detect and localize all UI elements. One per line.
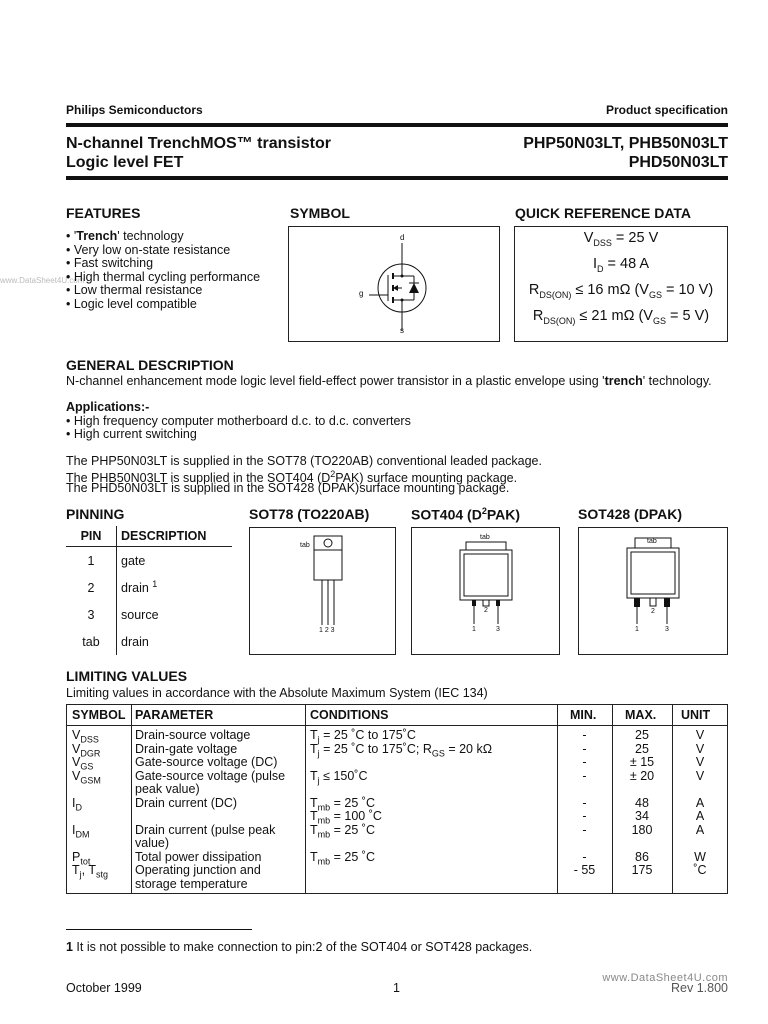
feature-item: • Fast switching — [66, 256, 154, 270]
tab-label: tab — [480, 534, 490, 541]
pinning-heading: PINNING — [66, 506, 125, 522]
table-row: $I_D$ — [72, 795, 82, 812]
limiting-heading: LIMITING VALUES — [66, 668, 188, 684]
tab-label: tab — [300, 542, 310, 549]
pin-1-label: 1 — [635, 626, 639, 633]
table-row: $T_j$, $T_{stg}$ — [72, 863, 109, 880]
page-number: 1 — [393, 981, 400, 995]
d2pak-package-icon — [412, 528, 559, 654]
table-row: 2 drain $^1$ — [66, 574, 232, 601]
feature-item: • High thermal cycling performance — [66, 269, 261, 284]
company-name: Philips Semiconductors — [66, 103, 203, 117]
doc-type: Product specification — [605, 103, 728, 117]
sot404-drawing — [411, 527, 560, 655]
part-numbers-2: PHD50N03LT — [628, 154, 728, 171]
table-row: $V_{GS}$ — [72, 755, 94, 772]
table-row: 1 gate — [66, 547, 232, 575]
table-row: $I_{DM}$ — [72, 822, 90, 839]
mosfet-symbol-box — [288, 226, 500, 342]
pinning-table — [66, 526, 232, 655]
title-line-2: Logic level FET — [66, 154, 184, 171]
features-heading: FEATURES — [66, 205, 141, 221]
rdson-10v-value: $R_{DS(ON)} \le 16$ mΩ ($V_{GS} = 10$ V) — [528, 282, 714, 300]
symbol-heading: SYMBOL — [290, 205, 350, 221]
sot78-drawing — [249, 527, 396, 655]
vdss-value: $V_{DSS} = 25$ V — [583, 230, 659, 248]
table-row: $V_{GSM}$ — [72, 768, 101, 785]
sot404-heading: SOT404 $(D^2PAK)$ — [411, 506, 521, 523]
footer-date: October 1999 — [66, 981, 142, 995]
table-row: tab drain — [66, 628, 232, 655]
sot78-heading: SOT78 (TO220AB) — [249, 506, 370, 522]
table-header-row: SYMBOL PARAMETER CONDITIONS MIN. MAX. UNIT — [67, 705, 727, 726]
title-rule — [66, 176, 728, 180]
table-row: $V_{DSS}$ — [72, 728, 99, 745]
feature-item: • Very low on-state resistance — [66, 242, 231, 257]
side-watermark: www.DataSheet4U.com — [0, 276, 85, 285]
id-value: $I_D = 48$ A — [592, 256, 650, 274]
part-numbers-1: PHP50N03LT, PHB50N03LT — [523, 135, 728, 152]
sot428-drawing — [578, 527, 728, 655]
table-row: $T_{mb} = 100$ ˚C — [310, 809, 382, 826]
dpak-package-icon — [579, 528, 727, 654]
drain-label: d — [400, 233, 405, 242]
table-row: $P_{tot}$ — [72, 849, 91, 866]
pin-2-label: 2 — [651, 608, 655, 615]
package-line-sot78: The PHP50N03LT is supplied in the SOT78 (TO220AB) conventional leaded package. — [66, 454, 542, 468]
package-line-sot428: The PHD50N03LT is supplied in the SOT428 (DPAK)surface mounting package. — [66, 481, 510, 495]
footnote-rule — [66, 929, 252, 930]
package-line-sot404: The PHB50N03LT is supplied in the SOT404 $(D^2PAK)$ surface mounting package. — [66, 469, 518, 486]
feature-item: • 'Trench' technology — [66, 229, 184, 243]
application-item: • High current switching — [66, 427, 197, 441]
table-row: $V_{DGR}$ — [72, 741, 101, 758]
tab-label: tab — [647, 538, 657, 545]
pin-1-label: 1 — [472, 626, 476, 633]
sot428-heading: SOT428 (DPAK) — [578, 506, 682, 522]
gate-label: g — [359, 289, 364, 298]
footer-watermark: www.DataSheet4U.com — [602, 972, 728, 984]
pin-3-label: 3 — [665, 626, 669, 633]
general-heading: GENERAL DESCRIPTION — [66, 357, 234, 373]
quick-ref-heading: QUICK REFERENCE DATA — [515, 205, 692, 221]
title-line-1: N-channel TrenchMOS™ transistor — [66, 135, 331, 152]
revision: Rev 1.800 — [671, 981, 728, 995]
pin-col-header: PIN — [66, 526, 117, 547]
mosfet-symbol-icon — [289, 227, 499, 341]
limiting-intro: Limiting values in accordance with the Absolute Maximum System (IEC 134) — [66, 686, 488, 700]
footnote: 1 It is not possible to make connection to pin:2 of the SOT404 or SOT428 packages. — [66, 940, 533, 954]
table-row: 3 source — [66, 601, 232, 628]
header-rule — [66, 123, 728, 127]
limiting-values-table: SYMBOL PARAMETER CONDITIONS MIN. MAX. UNIT $V_{DSS}$ Drain-source voltage $T_j = 25$ ˚C to 175˚C - 25 V $V_{DGR}$ Drain-gate voltage $T_j = 25$ ˚C to 175˚C; $R_{GS} = 20$ kΩ - 25 V $V_{GS}$ Gate-source voltage (DC) - ± 15 V $V_{GSM}$ Gate-source voltage (pulse peak value) $T_j$ ≤ 150˚C - ± 20 V $I_D$ Drain current (DC) $T_{mb} = 25$ ˚C - 48 A $T_{mb} = 100$ ˚C - 34 A $I_{DM}$ Drain current (pulse peak value) $T_{mb} = 25$ ˚C - 180 A $P_{tot}$ Total power dissipation $T_{mb} = 25$ ˚C - 86 W $T_j$, $T_{stg}$ Operating junction and storage temperature - 55 175 ˚C — [66, 704, 728, 894]
general-description: N-channel enhancement mode logic level field-effect power transistor in a plastic envelope using 'trench' technology. — [66, 374, 712, 388]
applications-heading: Applications:- — [66, 400, 150, 414]
to220-package-icon — [250, 528, 395, 654]
rdson-5v-value: $R_{DS(ON)} \le 21$ mΩ ($V_{GS} = 5$ V) — [532, 308, 710, 326]
feature-item: • Logic level compatible — [66, 296, 197, 311]
pin-numbers-label: 1 2 3 — [319, 627, 335, 634]
features-list — [66, 230, 260, 311]
pin-3-label: 3 — [496, 626, 500, 633]
quick-ref-box — [514, 226, 728, 342]
feature-item: • Low thermal resistance — [66, 283, 203, 297]
application-item: • High frequency computer motherboard d.c. to d.c. converters — [66, 414, 411, 428]
source-label: s — [400, 326, 404, 335]
desc-col-header: DESCRIPTION — [117, 526, 233, 547]
pin-2-label: 2 — [484, 607, 488, 614]
